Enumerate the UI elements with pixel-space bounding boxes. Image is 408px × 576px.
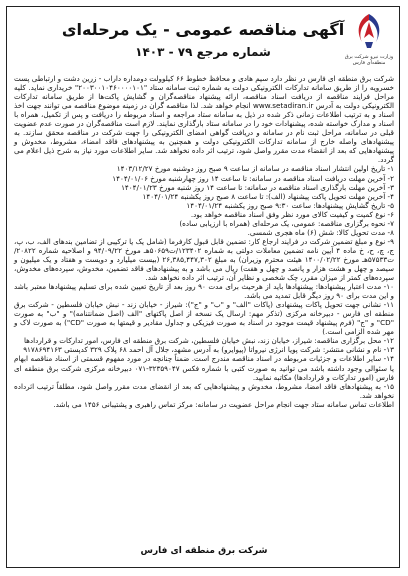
- item-4: ۴- آخرین مهلت تحویل پاکت پیشنهاد (الف): تا ساعت ۸ صبح روز یکشنبه ۱۴۰۴/۰۱/۲۴: [142, 191, 394, 201]
- intro-paragraph: شرکت برق منطقه ای فارس در نظر دارد سیم هادی و محافظ خطوط ۶۶ کیلوولت دومداره داراب - زرین دشت و ارتباطی پست خسرویه را از طریق سامانه تدارکات الکترونیکی دولت به شماره ثبت سامانه ستاد "۲۰۰۳۰۰۱۰۴۶۰۰۰۰۱۰۱" خریداری نماید. کلیه مراحل فرایند مناقصه از دریافت اسناد مناقصه، ارائه پیشنهاد مناقصه‌گران و گشایش پاکت‌ها از طریق سامانه تدارکات الکترونیکی دولت به آدرس www.setadiran.ir انجام خواهد شد. لذا مناقصه گران در زمینه موضوع مناقصه می توانند جهت اخذ اسناد و به ترتیب اطلاعات زمانی ذکر شده در ذیل به سامانه ستاد مراجعه و اسناد مربوطه را دریافت و پس از تکمیل، همراه با اسناد و مدارک خواسته شده، پیشنهادات خود را در سامانه ستاد بارگذاری نمایند. لازم است مناقصه‌گران در صورت عدم عضویت قبلی در سامانه، مراحل ثبت نام در سامانه و دریافت گواهی امضای الکترونیکی را جهت شرکت در مناقصه محقق سازند. به پیشنهادهای واصله خارج از سامانه تدارکات الکترونیکی دولت و همچنین به پیشنهادهای فاقد امضاء، مشروط، مخدوش و پیشنهادهایی که بعد از انقضاء مدت مقرر واصل شود، ترتیب اثر داده نخواهد شد. سایر اطلاعات مورد نیاز به شرح ذیل اعلام می گردد.: [14, 74, 395, 165]
- item-3: ۳- آخرین مهلت بارگذاری اسناد مناقصه در سامانه: تا ساعت ۱۴ روز شنبه مورخ ۱۴۰۴/۰۱/۲۳: [121, 182, 394, 192]
- item-13: ۱۳- نام و نشانی منتشر: شرکت پویا انرژی نیرواتا (پیوایرو) به آدرس مشهد، جلال آل احمد ۶۸ پلاک ۳۲۹ کدپستی ۹۱۷۸۶۹۴۱۶۳: [23, 345, 394, 355]
- item-1: ۱- تاریخ اولین انتشار اسناد مناقصه در سامانه از ساعت ۹ صبح روز دوشنبه مورخ ۱۴۰۳/۱۲/۲۷: [116, 164, 394, 174]
- item-7: ۷- نحوه برگزاری مناقصه: عمومی، یک مرحله‌ای (همراه با ارزیابی ساده): [179, 218, 394, 228]
- item-2: ۲- آخرین مهلت دریافت اسناد مناقصه در سامانه: تا ساعت ۱۴ روز چهارشنبه مورخ ۱۴۰۴/۰۱/۰۶: [112, 173, 394, 183]
- item-11: ۱۱- نشانی جهت تحویل پاکات پیشنهادی (پاکات "الف" و "ب" و "ج"): شیراز - خیابان زند - نبش خیابان فلسطین - شرکت برق منطقه ای فارس - دبیرخانه مرکزی (تذکر مهم: ارسال یک نسخه از اصل پاکتهای "الف (اصل ضمانتنامه)" و "ب" به صورت "CD" و "ج" (فرم پیشنهاد قیمت موجود در اسناد به صورت فیزیکی و جداول مقادیر و قیمتها به صورت "CD") به صورت لاک و مهر شده الزامی است.): [14, 300, 394, 337]
- item-5: ۵- تاریخ گشایش پیشنهادها: ساعت ۹:۳۰ صبح روز یکشنبه ۱۴۰۴/۰۱/۲۴: [186, 200, 394, 210]
- item-6: ۶- نوع کمیت و کیفیت کالای مورد نظر وفق اسناد مناقصه خواهد بود.: [190, 209, 394, 219]
- item-9: ۹- نوع و مبلغ تضمین شرکت در فرایند ارجاع کار: تضمین قابل قبول کارفرما (شامل یک یا ترکیبی از تضامین بندهای الف، ب، پ، ج، چ، ح، خ ماده ۴ آیین نامه تضمین معاملات دولتی به شماره ۱۲۳۴۰۲/ت۵۰۶۵۹هـ مورخ ۹۴/۰۹/۲۲ و اصلاحیه شماره ۲۰۸۲۲/ت۵۷۵۳۳هـ مورخ ۱۴۰۰/۰۲/۲۲ هیئت محترم وزیران) به مبلغ ۲۶,۳۸۵,۴۴۷,۳۰۲ (بیست میلیارد و دویست و هفتاد و یک میلیون و سیصد و چهل و هشت هزار و پانصد و چهل و هفت) ریال می باشد و به پیشنهادهای فاقد تضمین، مخدوش، سپرده‌های مخدوش، سپرده‌های کمتر از میزان مقرر، چک شخصی و نظایر آن، ترتیب اثر داده نخواهد شد.: [14, 236, 394, 283]
- item-12: ۱۲- محل برگزاری مناقصه: شیراز، خیابان زند، نبش خیابان فلسطین، شرکت برق منطقه ای فارس، امور تدارکات و قراردادها: [23, 336, 394, 346]
- company-signature: شرکت برق منطقه ای فارس: [140, 546, 268, 556]
- contact-info: اطلاعات تماس سامانه ستاد جهت انجام مراحل عضویت در سامانه: مرکز تماس راهبری و پشتیبانی ۱۴۵۶ می باشد.: [53, 399, 394, 409]
- logo-caption: وزارت نیرو شرکت برق منطقه‌ای فارس: [344, 54, 394, 66]
- page-title: آگهی مناقصه عمومی - یک مرحله‌ای: [61, 20, 345, 39]
- item-14: ۱۴- سایر اطلاعات و جزئیات مربوطه در اسناد مناقصه مندرج است. ضمناً چنانچه در مورد مفهوم قسمتی از اسناد مناقصه ابهام یا سئوالی وجود داشته باشد می توانید به صورت کتبی با شماره فکس ۳۲۳۵۹۰۴۷-۰۷۱ دبیرخانه مرکزی شرکت برق منطقه ای فارس (امور تدارکات و قراردادها) مکاتبه نمایید.: [14, 354, 394, 382]
- item-15: ۱۵- به پیشنهادهای فاقد امضا، مشروط، مخدوش و پیشنهادهایی که بعد از انقضای مدت مقرر واصل شود، مطلقاً ترتیب اثرداده نخواهد شد.: [14, 381, 394, 400]
- item-10: ۱۰- مدت اعتبار پیشنهادها: پیشنهادها باید از هرحیث برای مدت ۹۰ روز بعد از تاریخ تعیین شده برای تسلیم پیشنهادها معتبر باشد و این مدت برای ۹۰ روز دیگر قابل تمدید می باشد.: [14, 282, 394, 301]
- reference-number: شماره مرجع ۷۹ - ۱۴۰۳: [135, 45, 271, 59]
- notice-header: [6, 8, 400, 72]
- item-8: ۸- مدت تحویل کالا: شش (۶) ماه هجری شمسی.: [247, 227, 394, 237]
- notice-body: [14, 74, 394, 409]
